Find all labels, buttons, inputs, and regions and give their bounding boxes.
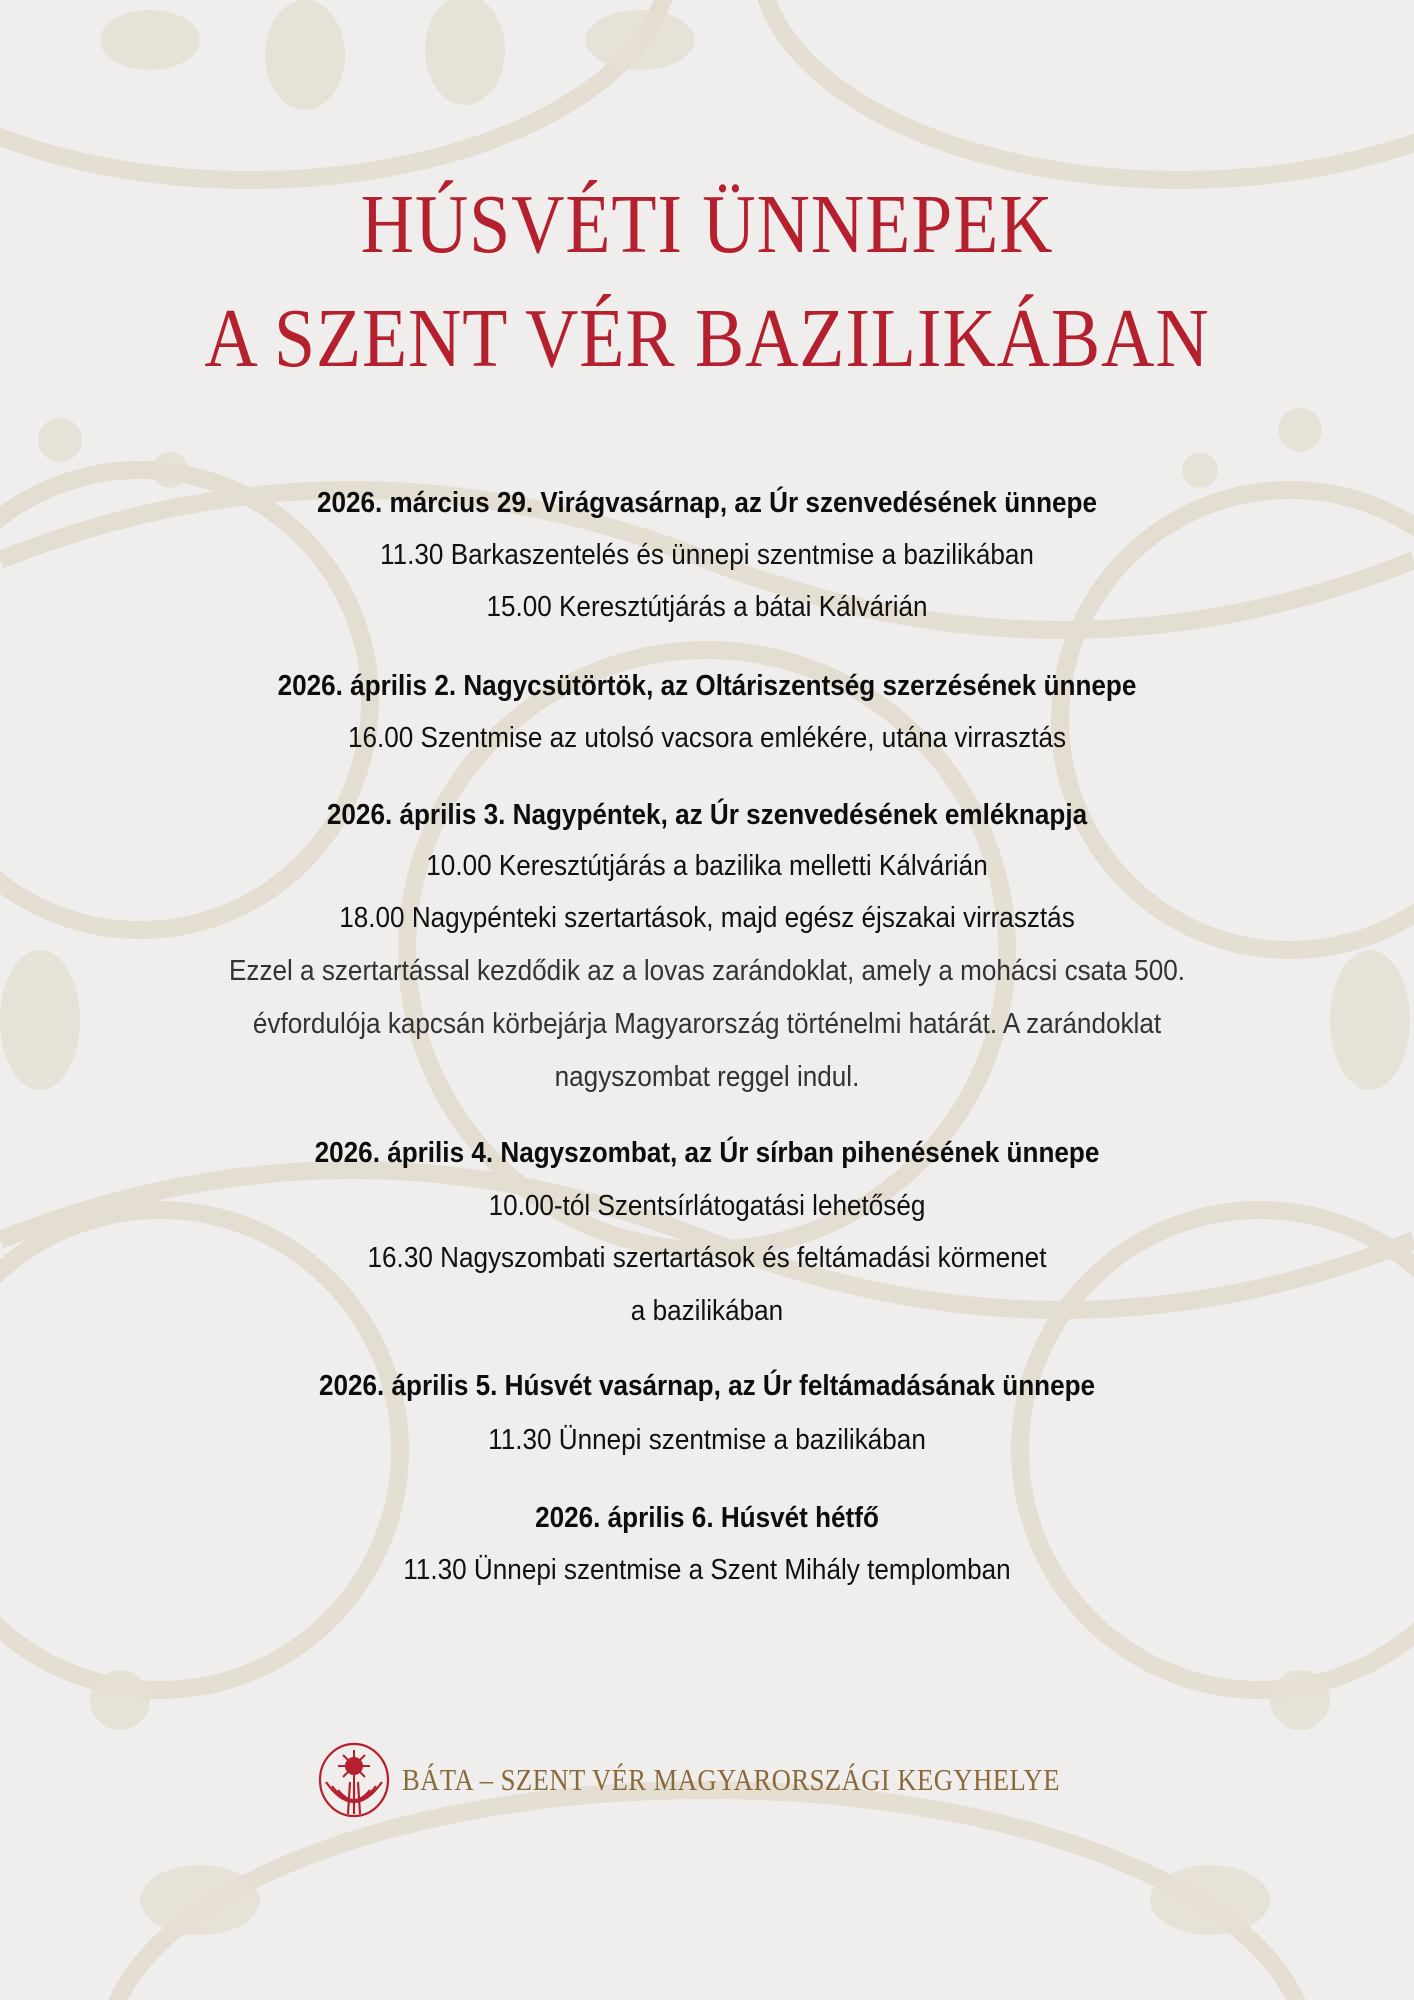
page-title-line-2: A SZENT VÉR BAZILIKÁBAN <box>204 292 1210 385</box>
day-heading: 2026. április 3. Nagypéntek, az Úr szenvedésének emléknapja <box>326 799 1088 831</box>
day-heading: 2026. április 5. Húsvét vasárnap, az Úr feltámadásának ünnepe <box>318 1370 1096 1402</box>
day-heading: 2026. április 4. Nagyszombat, az Úr sírban pihenésének ünnepe <box>314 1137 1100 1169</box>
schedule-item: 11.30 Barkaszentelés és ünnepi szentmise a bazilikában <box>380 539 1034 571</box>
schedule-item: 11.30 Ünnepi szentmise a bazilikában <box>488 1424 926 1456</box>
schedule-item: 18.00 Nagypénteki szertartások, majd egész éjszakai virrasztás <box>339 902 1075 934</box>
footer-text: BÁTA – SZENT VÉR MAGYARORSZÁGI KEGYHELYE <box>402 1762 1060 1797</box>
schedule-item: a bazilikában <box>630 1295 784 1327</box>
day-heading: 2026. április 2. Nagycsütörtök, az Oltáriszentség szerzésének ünnepe <box>277 670 1137 702</box>
footer <box>318 1742 1167 1818</box>
pilgrimage-note: évfordulója kapcsán körbejárja Magyarország történelmi határát. A zarándoklat <box>252 1008 1162 1040</box>
pilgrimage-note: Ezzel a szertartással kezdődik az a lovas zarándoklat, amely a mohácsi csata 500. <box>228 955 1186 987</box>
schedule-item: 16.30 Nagyszombati szertartások és feltámadási körmenet <box>367 1242 1047 1274</box>
schedule-item: 10.00-tól Szentsírlátogatási lehetőség <box>488 1190 926 1222</box>
schedule-item: 15.00 Keresztútjárás a bátai Kálvárián <box>486 591 928 623</box>
day-heading: 2026. április 6. Húsvét hétfő <box>535 1502 879 1534</box>
schedule-item: 11.30 Ünnepi szentmise a Szent Mihály templomban <box>403 1554 1011 1586</box>
bata-shrine-logo-icon <box>318 1742 390 1818</box>
day-heading: 2026. március 29. Virágvasárnap, az Úr szenvedésének ünnepe <box>316 487 1098 519</box>
pilgrimage-note: nagyszombat reggel indul. <box>554 1061 860 1093</box>
schedule-item: 10.00 Keresztútjárás a bazilika melletti Kálvárián <box>426 850 988 882</box>
page-title-line-1: HÚSVÉTI ÜNNEPEK <box>360 178 1054 271</box>
schedule-item: 16.00 Szentmise az utolsó vacsora emlékére, utána virrasztás <box>347 722 1067 754</box>
